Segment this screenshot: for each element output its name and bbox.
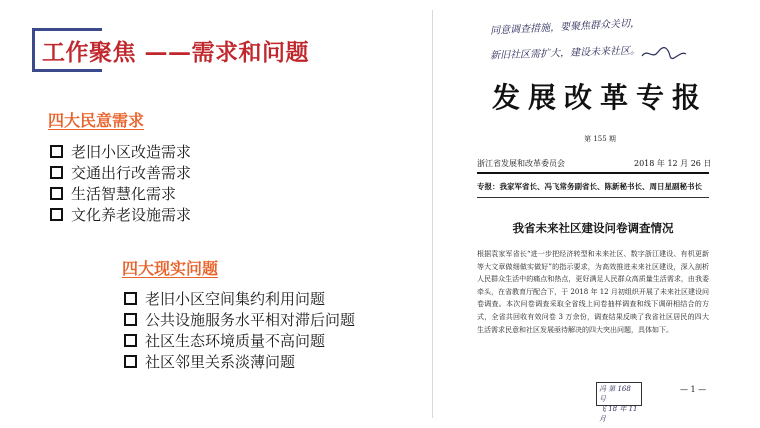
list-item-label: 社区邻里关系淡薄问题	[145, 353, 296, 371]
checkbox-square-icon	[50, 187, 63, 200]
needs-heading: 四大民意需求	[48, 111, 145, 130]
list-item	[50, 162, 191, 183]
checkbox-square-icon	[50, 208, 63, 221]
checkbox-square-icon	[50, 166, 63, 179]
page-number: — 1 —	[680, 385, 707, 394]
list-item	[50, 204, 191, 225]
article-body: 根据袁家军省长“进一步把经济转型和未来社区、数字浙江建设、有机更新等大文章做细做实做好”的指示要求，为高效推进未来社区建设，深入剖析人民群众生活中的痛点和热点，更好满足人民群众高质量生活需求，由我委牵头，在省教育厅配合下，于 2018 年 12 月初组织开展了未来社区建设问卷调查。本次问卷调查采取全省线上问卷抽样调查和线下调研相结合的方式，全省共回收有效问卷 3 万余份，调查结果反映了我省社区居民的四大生活需求民意和社区发展亟待解决的四大突出问题，具体如下。	[477, 250, 709, 334]
list-item-label: 社区生态环境质量不高问题	[145, 332, 326, 350]
list-item	[124, 309, 355, 330]
list-item	[124, 288, 355, 309]
document-rule-bottom	[477, 197, 709, 198]
list-item-label: 老旧小区改造需求	[71, 143, 192, 161]
document-edge	[432, 10, 433, 418]
document-stamp	[596, 382, 642, 423]
document-scan	[432, 0, 750, 428]
stamp-line-1: 冯 第 168 号	[599, 385, 631, 403]
list-item	[124, 351, 355, 372]
list-item	[50, 183, 191, 204]
document-issue: 第 155 期	[584, 135, 616, 143]
slide-title: 工作聚焦 ——需求和问题	[42, 39, 310, 66]
handwritten-note-line-1: 同意调查措施，要聚焦群众关切，	[489, 18, 641, 37]
checkbox-square-icon	[50, 145, 63, 158]
document-date: 2018 年 12 月 26 日	[634, 159, 712, 168]
checkbox-square-icon	[124, 334, 137, 347]
needs-list	[50, 141, 191, 225]
checkbox-square-icon	[124, 292, 137, 305]
list-item-label: 交通出行改善需求	[71, 164, 192, 182]
checkbox-square-icon	[124, 313, 137, 326]
document-rule-top	[477, 172, 709, 174]
list-item-label: 公共设施服务水平相对滞后问题	[145, 311, 356, 329]
stamp-line-2: 飞 18 年 11 月	[599, 405, 638, 423]
article-title: 我省未来社区建设问卷调查情况	[512, 221, 674, 235]
checkbox-square-icon	[124, 355, 137, 368]
slide-title-frame	[32, 28, 372, 72]
list-item	[50, 141, 191, 162]
list-item-label: 生活智慧化需求	[71, 185, 177, 203]
list-item	[124, 330, 355, 351]
document-title: 发展改革专报	[491, 81, 708, 114]
document-recipients: 专报：我家军省长、冯飞常务副省长、陈新秘书长、周日星副秘书长	[477, 182, 702, 191]
list-item-label: 老旧小区空间集约利用问题	[145, 290, 326, 308]
document-issuer: 浙江省发展和改革委员会	[477, 159, 565, 168]
problems-heading: 四大现实问题	[122, 259, 219, 278]
problems-list	[124, 288, 355, 372]
list-item-label: 文化养老设施需求	[71, 206, 192, 224]
signature-icon	[640, 46, 688, 60]
handwritten-note-line-2: 新旧社区需扩大，建设未来社区。	[489, 45, 641, 62]
